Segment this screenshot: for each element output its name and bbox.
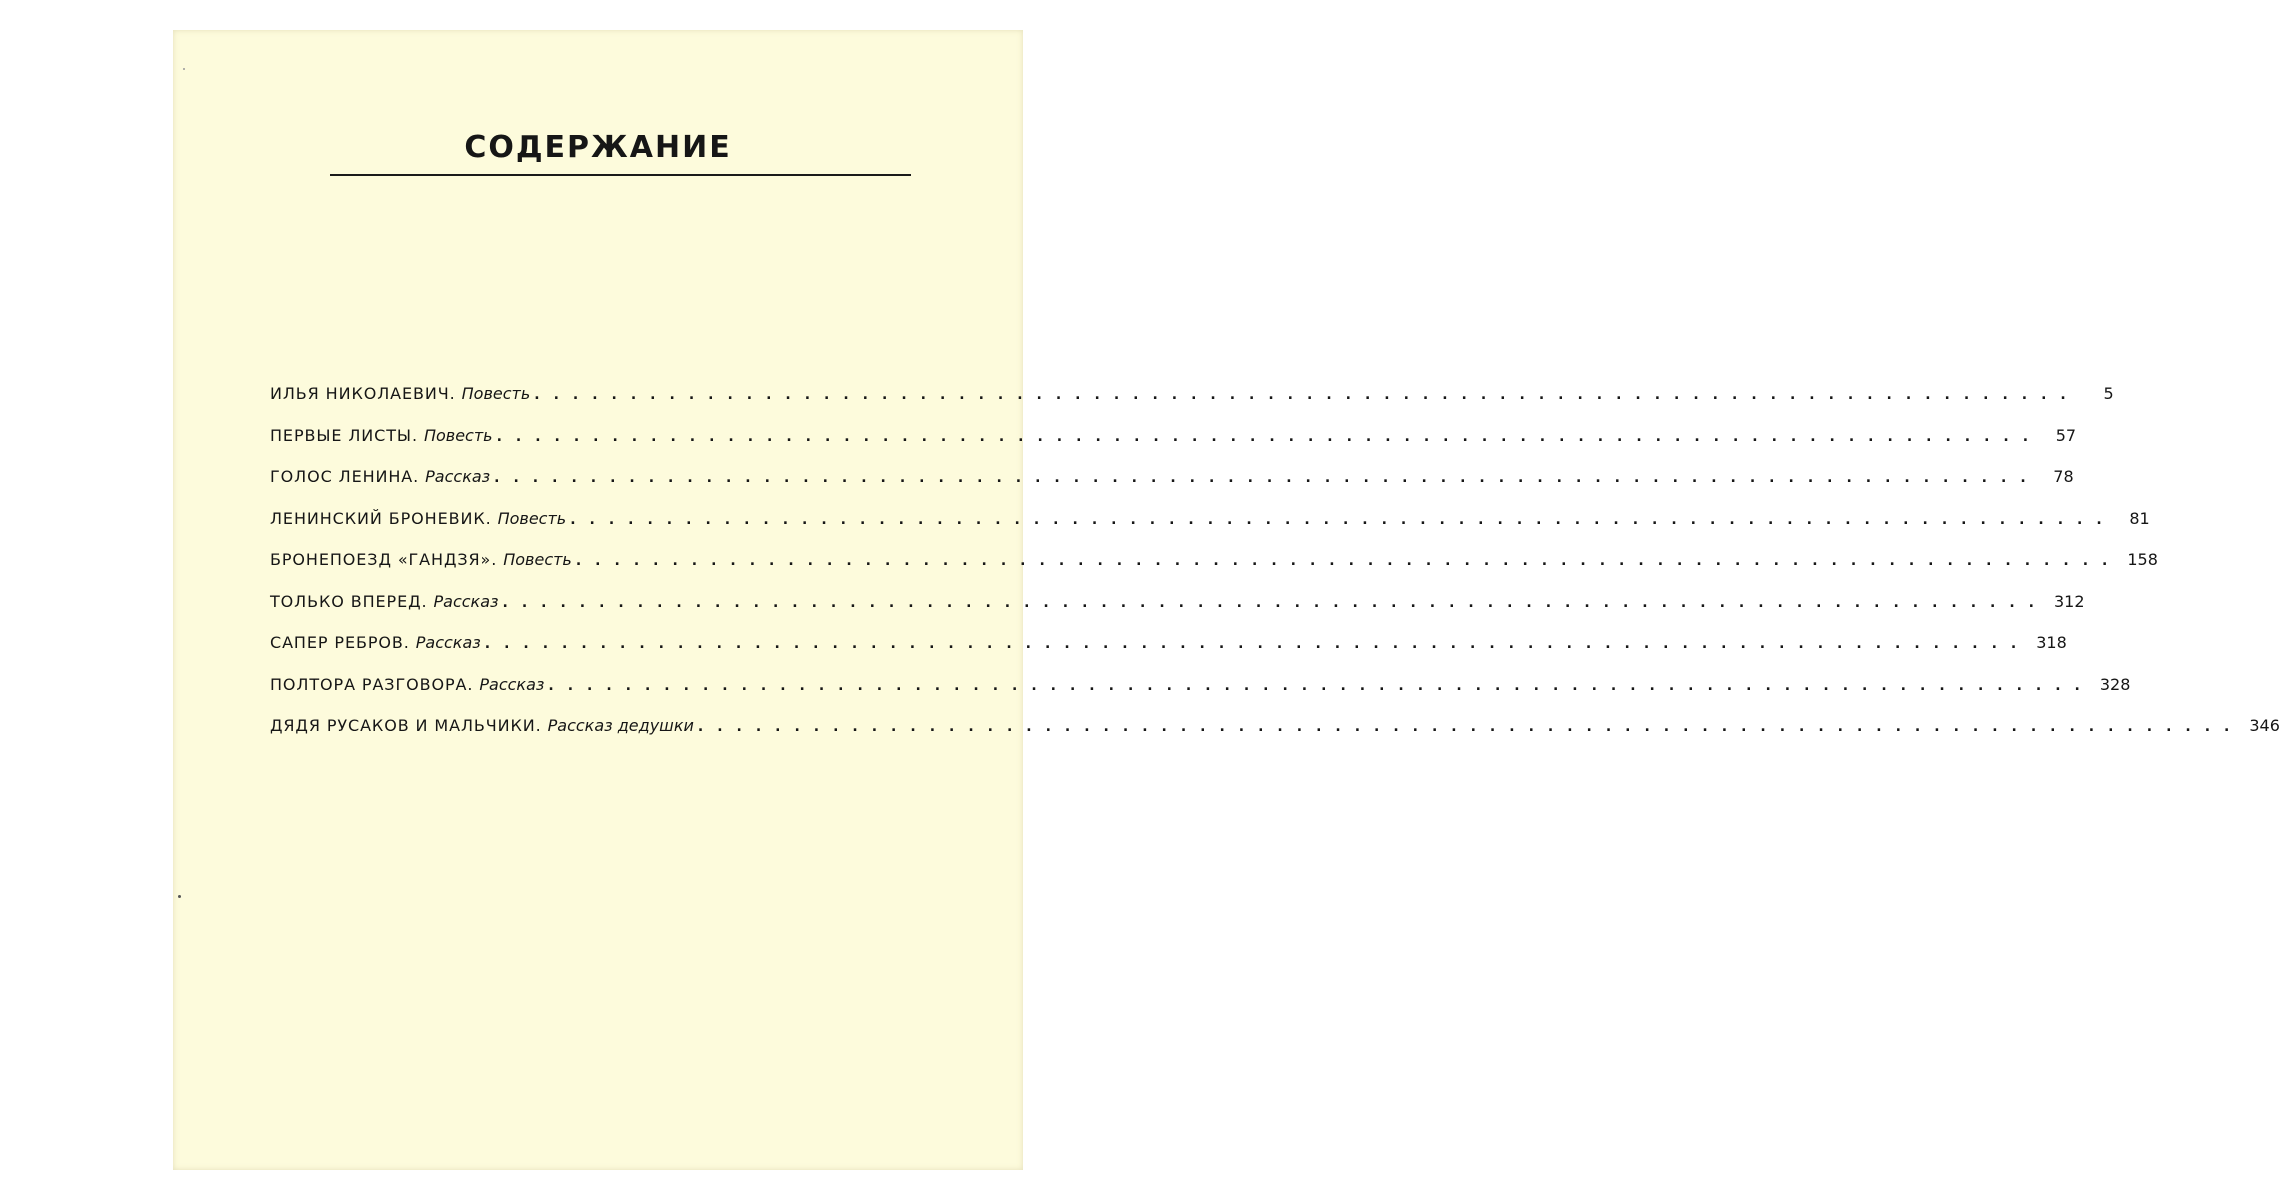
toc-entry-title: ИЛЬЯ НИКОЛАЕВИЧ. [270, 384, 456, 403]
dot-leader: ................................................................................ [570, 511, 2116, 528]
dot-leader: ................................................................................ [502, 594, 2048, 611]
paper-speck [183, 68, 185, 70]
toc-entry-page: 346 [2249, 716, 2280, 735]
page-title: СОДЕРЖАНИЕ [464, 130, 732, 165]
toc-entry [270, 384, 2114, 426]
toc-entry-title: САПЕР РЕБРОВ. [270, 633, 410, 652]
toc-entry [270, 425, 2077, 468]
toc-entry-page: 312 [2053, 591, 2085, 611]
dot-leader: ................................................................................ [575, 553, 2122, 569]
toc-entry-page: 81 [2129, 508, 2150, 528]
toc-entry [270, 633, 2067, 675]
toc-entry-page: 328 [2099, 674, 2131, 694]
toc-entry-genre: Повесть [503, 550, 572, 569]
toc-entry [270, 467, 2074, 509]
dot-leader: ................................................................................ [484, 636, 2031, 652]
dot-leader: ................................................................................ [496, 428, 2043, 445]
toc-entry-genre: Рассказ дедушки [547, 716, 694, 735]
toc-entry-genre: Рассказ [425, 467, 491, 486]
toc-entry-title: БРОНЕПОЕЗД «ГАНДЗЯ». [270, 550, 498, 569]
toc-entry [270, 591, 2085, 634]
toc-entry-page: 158 [2127, 550, 2158, 569]
title-underline [330, 174, 911, 176]
toc-entry-genre: Рассказ [479, 674, 545, 694]
toc-entry-page: 57 [2055, 425, 2077, 445]
toc-entry [270, 508, 2150, 551]
dot-leader: ................................................................................ [494, 470, 2040, 486]
toc-entry-page: 5 [2103, 384, 2114, 403]
toc-entry-genre: Рассказ [433, 591, 499, 611]
toc-entry [270, 674, 2131, 717]
dot-leader: ................................................................................ [534, 387, 2080, 403]
toc-entry-genre: Повесть [423, 425, 493, 445]
toc-entry-page: 78 [2053, 467, 2074, 486]
toc-entry-genre: Рассказ [415, 633, 481, 652]
toc-entry-title: ДЯДЯ РУСАКОВ И МАЛЬЧИКИ. [270, 716, 542, 735]
toc-entry-title: ЛЕНИНСКИЙ БРОНЕВИК. [270, 508, 492, 528]
toc-entry [270, 550, 2158, 592]
dot-leader: ................................................................................ [697, 719, 2244, 735]
paper-speck [178, 895, 181, 898]
toc-entry-genre: Повесть [461, 384, 531, 403]
toc-entry-title: ТОЛЬКО ВПЕРЕД. [270, 591, 428, 611]
dot-leader: ................................................................................ [548, 677, 2094, 694]
toc-entry [270, 716, 2280, 758]
toc-entry-page: 318 [2036, 633, 2067, 652]
toc-entry-title: ПЕРВЫЕ ЛИСТЫ. [270, 425, 418, 445]
toc-entry-genre: Повесть [497, 508, 567, 528]
toc-entry-title: ПОЛТОРА РАЗГОВОРА. [270, 674, 474, 694]
book-page [173, 30, 2280, 1170]
toc-entry-title: ГОЛОС ЛЕНИНА. [270, 467, 420, 486]
table-of-contents [270, 384, 2280, 758]
